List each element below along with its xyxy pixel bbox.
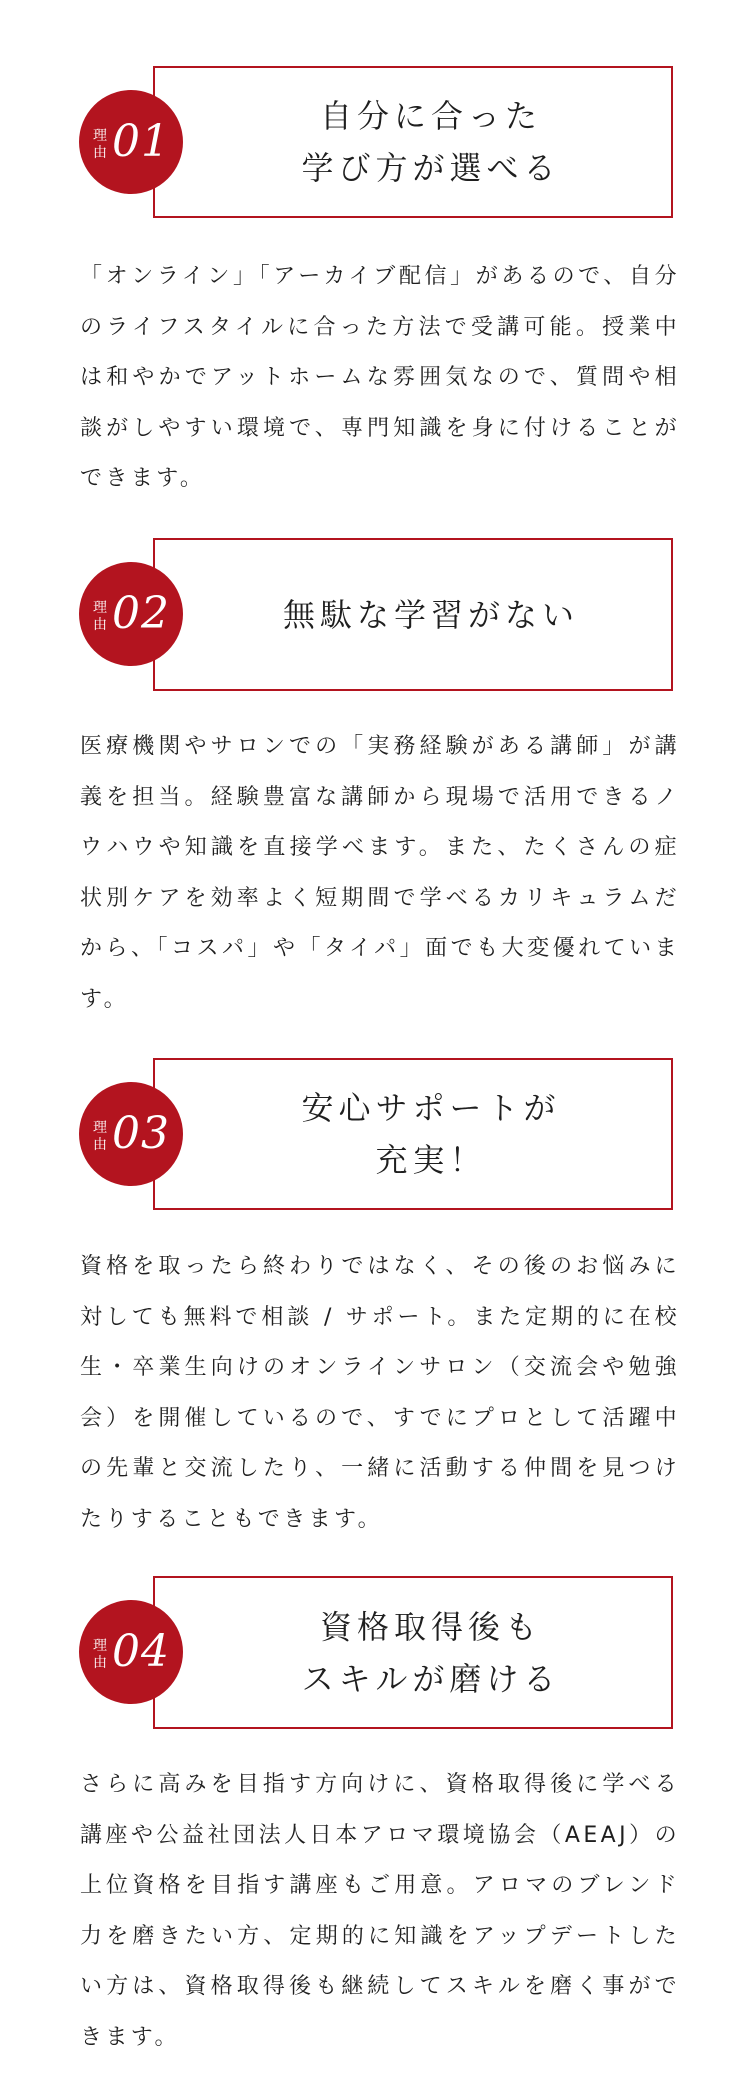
- reason-badge-label: 理由: [93, 128, 107, 161]
- reason-badge-number: 04: [112, 1626, 170, 1677]
- reason-badge: [79, 1082, 183, 1186]
- reason-badge-label: 理由: [93, 1120, 107, 1153]
- reason-badge-label: 理由: [93, 1638, 107, 1671]
- reason-body: 資格を取ったら終わりではなく、その後のお悩みに対しても無料で相談 / サポート。また定期的に在校生・卒業生向けのオンラインサロン（交流会や勉強会）を開催しているので、すでにプロとして活躍中の先輩と交流したり、一緒に活動する仲間を見つけたりすることもできます。: [80, 1254, 680, 1532]
- reason-title: 資格取得後も スキルが磨ける: [301, 1607, 561, 1698]
- reason-title-box: [153, 538, 673, 691]
- reason-title: 無駄な学習がない: [282, 595, 579, 634]
- reason-body: さらに高みを目指す方向けに、資格取得後に学べる講座や公益社団法人日本アロマ環境協会（AEAJ）の上位資格を目指す講座もご用意。アロマのブレンド力を磨きたい方、定期的に知識をアップデートしたい方は、資格取得後も継続してスキルを磨く事ができます。: [80, 1772, 680, 2050]
- reason-badge-number: 02: [112, 588, 170, 639]
- reason-badge-number: 01: [112, 116, 170, 167]
- reason-badge-number: 03: [112, 1108, 170, 1159]
- reason-body: 「オンライン」「アーカイブ配信」があるので、自分のライフスタイルに合った方法で受講可能。授業中は和やかでアットホームな雰囲気なので、質問や相談がしやすい環境で、専門知識を身に付けることができます。: [80, 264, 680, 491]
- reason-title: 安心サポートが 充実！: [301, 1089, 561, 1179]
- reason-badge: [79, 562, 183, 666]
- reason-body: 医療機関やサロンでの「実務経験がある講師」が講義を担当。経験豊富な講師から現場で活用できるノウハウや知識を直接学べます。また、たくさんの症状別ケアを効率よく短期間で学べるカリキュラムだから、「コスパ」や「タイパ」面でも大変優れています。: [80, 734, 680, 1012]
- reason-badge: [79, 1600, 183, 1704]
- reason-badge: [79, 90, 183, 194]
- reason-badge-label: 理由: [93, 600, 107, 633]
- reason-title-box: [153, 1576, 673, 1729]
- reason-title-box: [153, 1058, 673, 1210]
- reason-title: 自分に合った 学び方が選べる: [301, 97, 561, 187]
- reason-title-box: [153, 66, 673, 218]
